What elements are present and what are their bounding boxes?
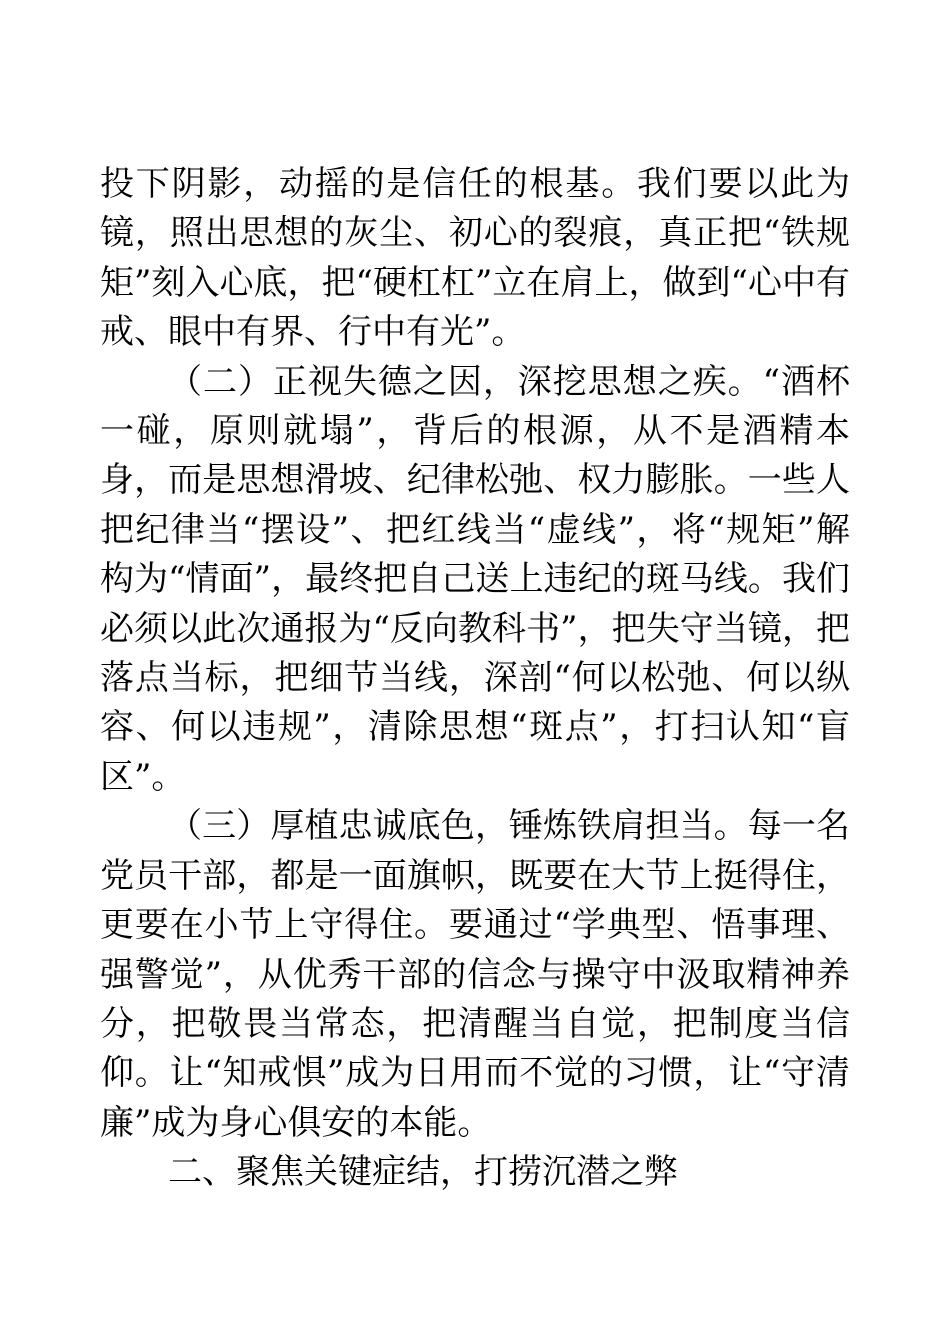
paragraph-continuation: 投下阴影，动摇的是信任的根基。我们要以此为镜，照出思想的灰尘、初心的裂痕，真正把“铁规矩”刻入心底，把“硬杠杠”立在肩上，做到“心中有戒、眼中有界、行中有光”。 [100,164,850,353]
paragraph-section-three: （三）厚植忠诚底色，锤炼铁肩担当。每一名党员干部，都是一面旗帜，既要在大节上挺得住，更要在小节上守得住。要通过“学典型、悟事理、强警觉”，从优秀干部的信念与操守中汲取精神养分，把敬畏当常态，把清醒当自觉，把制度当信仰。让“知戒惧”成为日用而不觉的习惯，让“守清廉”成为身心俱安的本能。 [100,806,850,1143]
section-heading-two: 二、聚焦关键症结，打捞沉潜之弊 [168,1152,678,1193]
paragraph-section-two: （二）正视失德之因，深挖思想之疾。“酒杯一碰，原则就塌”，背后的根源，从不是酒精本身，而是思想滑坡、纪律松弛、权力膨胀。一些人把纪律当“摆设”、把红线当“虚线”，将“规矩”解构为“情面”，最终把自己送上违纪的斑马线。我们必须以此次通报为“反向教科书”，把失守当镜，把落点当标，把细节当线，深剖“何以松弛、何以纵容、何以违规”，清除思想“斑点”，打扫认知“盲区”。 [100,361,850,797]
document-body [100,160,850,1198]
